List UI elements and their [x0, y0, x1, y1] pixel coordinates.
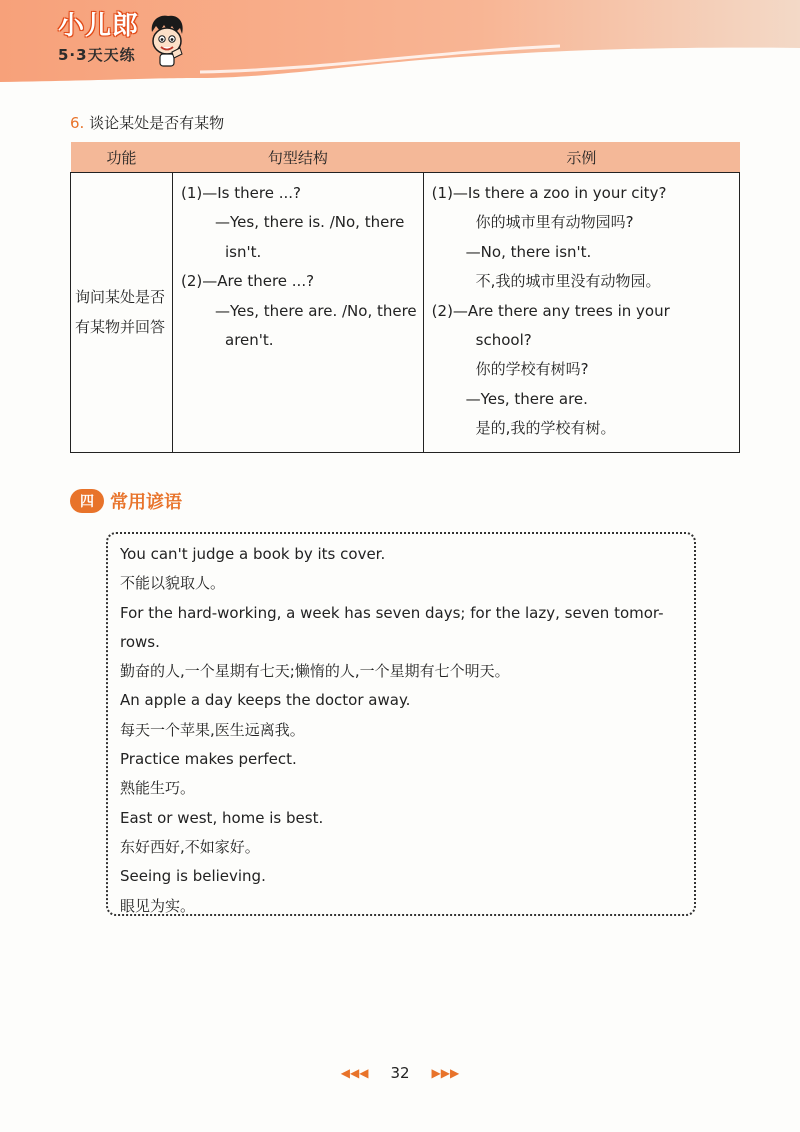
example-line: —No, there isn't.: [465, 242, 592, 261]
structure-line: (1)—Is there ...?: [181, 184, 301, 202]
proverb-translation: 每天一个苹果,医生远离我。: [120, 720, 305, 739]
example-line: (1)—Is there a zoo in your city?: [431, 184, 667, 202]
column-header-structure: 句型结构: [173, 142, 424, 173]
example-line: 你的城市里有动物园吗?: [475, 213, 634, 232]
proverb-translation: 熟能生巧。: [120, 779, 196, 798]
structure-cell: [173, 173, 424, 453]
brand-logo: [58, 12, 139, 65]
section-badge: 四: [70, 489, 104, 513]
example-line: 是的,我的学校有树。: [475, 419, 616, 438]
column-header-function: 功能: [71, 142, 173, 173]
section-title: 常用谚语: [110, 492, 182, 513]
table-row: [71, 173, 740, 453]
function-cell: 询问某处是否有某物并回答: [71, 173, 173, 453]
example-line: 你的学校有树吗?: [475, 360, 589, 379]
structure-line: —Yes, there are. /No, there: [215, 301, 417, 320]
proverb-line: Practice makes perfect.: [120, 750, 297, 769]
page-footer: [0, 1064, 800, 1082]
section-number: 6.: [70, 114, 85, 132]
proverb-translation: 不能以貌取人。: [120, 574, 226, 593]
structure-line: isn't.: [225, 242, 262, 261]
section-title: 谈论某处是否有某物: [89, 114, 225, 132]
right-arrows-icon: ▶▶▶: [431, 1066, 460, 1080]
proverb-line: An apple a day keeps the doctor away.: [120, 691, 411, 710]
example-line: 不,我的城市里没有动物园。: [475, 272, 661, 291]
sentence-pattern-table: [70, 142, 740, 453]
proverb-line: You can't judge a book by its cover.: [120, 545, 386, 563]
brand-name: 小儿郎: [58, 11, 140, 41]
column-header-example: 示例: [423, 142, 739, 173]
section-6-heading: [70, 112, 224, 133]
example-line: —Yes, there are.: [465, 389, 588, 408]
proverb-line: rows.: [120, 632, 160, 651]
structure-line: aren't.: [225, 331, 274, 350]
page-number: 32: [390, 1064, 410, 1082]
boy-mascot-icon: [148, 14, 186, 68]
proverb-translation: 勤奋的人,一个星期有七天;懒惰的人,一个星期有七个明天。: [120, 662, 510, 681]
proverb-line: Seeing is believing.: [120, 867, 266, 886]
proverb-translation: 眼见为实。: [120, 896, 196, 915]
example-line: school?: [475, 331, 532, 350]
left-arrows-icon: ◀◀◀: [340, 1066, 369, 1080]
proverb-translation: 东好西好,不如家好。: [120, 837, 260, 856]
structure-line: —Yes, there is. /No, there: [215, 213, 405, 232]
series-name: 5·3天天练: [58, 46, 136, 64]
section-4-heading: [70, 488, 182, 514]
table-header-row: [71, 142, 740, 173]
example-line: (2)—Are there any trees in your: [431, 301, 670, 320]
structure-line: (2)—Are there ...?: [181, 272, 315, 291]
example-cell: [423, 173, 739, 453]
proverb-box: [106, 532, 696, 916]
proverb-line: East or west, home is best.: [120, 808, 324, 827]
proverb-line: For the hard-working, a week has seven days; for the lazy, seven tomor-: [120, 603, 664, 622]
